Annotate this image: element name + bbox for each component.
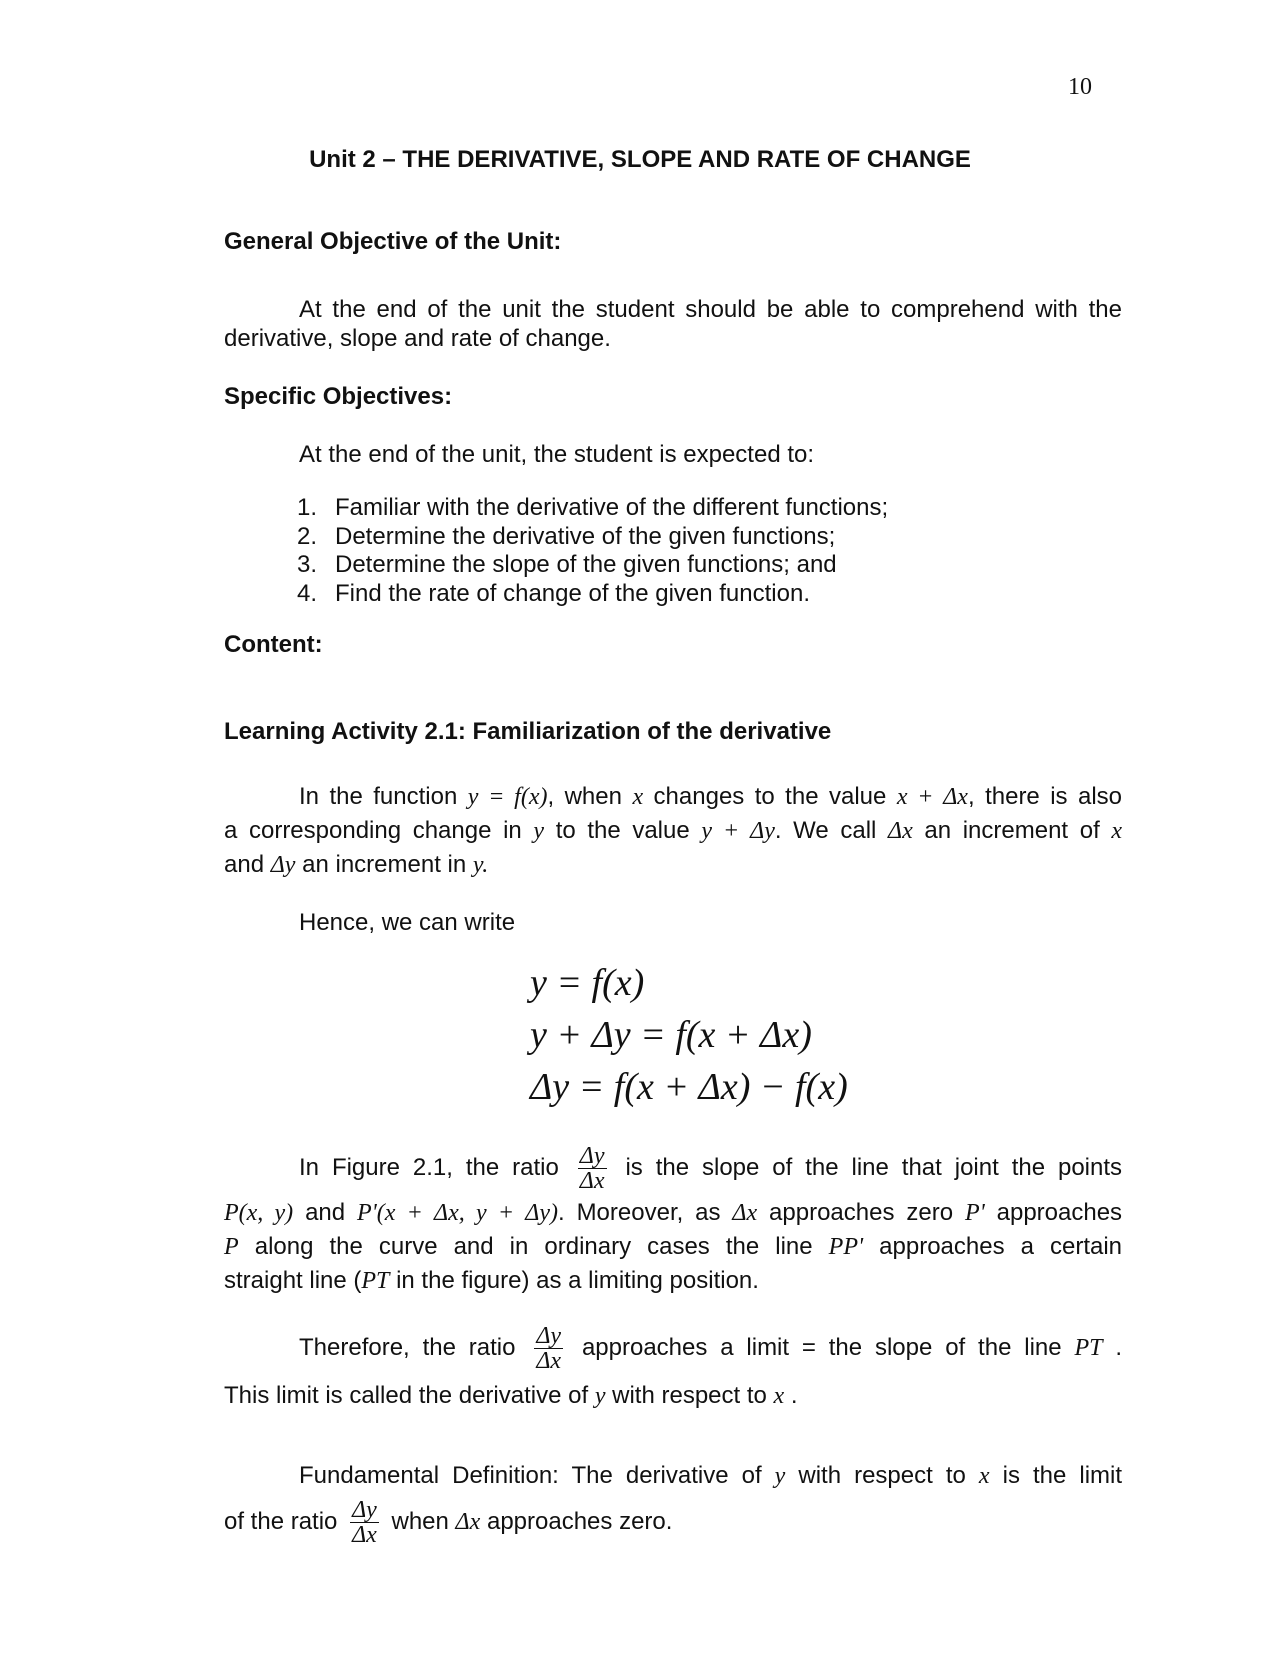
text-run: to the value <box>555 817 690 844</box>
list-item-text: Find the rate of change of the given function. <box>335 579 810 607</box>
text-run: approaches <box>996 1199 1123 1226</box>
fraction-denominator: Δx <box>579 1168 605 1195</box>
text-run: an increment of <box>924 817 1100 844</box>
definition-paragraph <box>224 1458 1122 1550</box>
math-expression: y. <box>472 852 489 878</box>
math-expression: Δx <box>732 1200 758 1226</box>
math-expression: y <box>594 1383 606 1409</box>
list-item-number: 3. <box>297 551 318 578</box>
fraction-numerator: Δy <box>579 1143 605 1170</box>
text-run: , there is also <box>967 783 1123 810</box>
math-expression: y <box>533 818 545 844</box>
general-objective-text: At the end of the unit the student should be able to comprehend with the derivative, slope and rate of change. <box>224 296 1122 352</box>
general-objective-heading: General Objective of the Unit: <box>224 228 562 255</box>
text-run: of the ratio <box>224 1508 338 1535</box>
text-run: , when <box>547 783 622 810</box>
list-item-text: Determine the derivative of the given functions; <box>335 522 836 550</box>
page-number: 10 <box>1068 74 1092 100</box>
fraction-denominator: Δx <box>352 1522 377 1549</box>
math-expression: P(x, y) <box>224 1200 294 1226</box>
list-item <box>297 494 888 523</box>
math-expression: y + Δy <box>701 818 775 844</box>
math-expression: PP' <box>828 1234 864 1260</box>
math-expression: x + Δx <box>896 784 968 810</box>
math-expression: P'(x + Δx, y + Δy) <box>357 1200 559 1226</box>
text-run: with respect to <box>798 1462 966 1489</box>
math-expression: x <box>1111 818 1123 844</box>
text-run: Therefore, the ratio <box>299 1334 516 1361</box>
text-run: approaches zero <box>769 1199 954 1226</box>
equation-1: y = f(x) <box>530 962 645 1004</box>
text-run: an increment in <box>302 851 467 878</box>
text-run: In the function <box>299 783 458 810</box>
text-run: with respect to <box>612 1382 767 1409</box>
page-title: Unit 2 – THE DERIVATIVE, SLOPE AND RATE OF CHANGE <box>309 146 971 173</box>
fraction-denominator: Δx <box>536 1348 562 1375</box>
text-run: changes to the value <box>653 783 887 810</box>
text-run: This limit is called the derivative of <box>224 1382 589 1409</box>
math-expression: x <box>632 784 644 810</box>
equation-2: y + Δy = f(x + Δx) <box>530 1014 812 1056</box>
text-run: approaches a certain <box>879 1233 1123 1260</box>
fraction-numerator: Δy <box>352 1497 377 1524</box>
math-expression: P' <box>964 1200 985 1226</box>
math-expression: PT <box>361 1268 390 1294</box>
text-run: Fundamental Definition: The derivative of <box>299 1462 762 1489</box>
list-item-text: Familiar with the derivative of the different functions; <box>335 494 889 521</box>
list-item-number: 4. <box>297 579 318 607</box>
specific-objectives-heading: Specific Objectives: <box>224 383 453 410</box>
content-heading: Content: <box>224 631 323 658</box>
list-item-text: Determine the slope of the given functions; and <box>335 551 837 578</box>
math-expression: Δx <box>455 1509 481 1535</box>
text-run: straight line ( <box>224 1267 362 1294</box>
math-expression: x <box>978 1463 990 1489</box>
specific-objectives-intro: At the end of the unit, the student is expected to: <box>299 441 815 468</box>
hence-text: Hence, we can write <box>299 909 516 936</box>
list-item-number: 1. <box>297 494 318 521</box>
text-run: is the limit <box>1002 1462 1123 1489</box>
text-run: and <box>224 851 265 878</box>
text-run: along the curve and in ordinary cases the line <box>254 1233 813 1260</box>
math-expression: x <box>773 1383 785 1409</box>
activity-heading: Learning Activity 2.1: Familiarization of the derivative <box>224 718 832 745</box>
text-run: a corresponding change in <box>224 817 522 844</box>
math-expression: P <box>224 1234 239 1260</box>
text-run: In Figure 2.1, the ratio <box>299 1154 559 1181</box>
objectives-list <box>297 494 888 608</box>
increment-paragraph <box>224 780 1122 882</box>
math-expression: y = f(x) <box>467 784 548 810</box>
equation-3: Δy = f(x + Δx) − f(x) <box>530 1066 848 1108</box>
math-expression: y <box>774 1463 786 1489</box>
list-item <box>297 523 888 552</box>
text-run: when <box>391 1508 449 1535</box>
delta-ratio-fraction <box>350 1498 379 1547</box>
text-run: is the slope of the line that joint the points <box>625 1154 1123 1181</box>
text-run: . We call <box>774 817 877 844</box>
limit-paragraph: Therefore, the ratio $\frac{\Delta y}{\Delta x}$ approaches a limit = the slope of the line PT . This limit is called the derivative of y with respect to x . <box>224 1323 1123 1409</box>
math-expression: Δx <box>888 818 913 844</box>
text-run: and <box>305 1199 346 1226</box>
delta-ratio-fraction <box>534 1324 563 1373</box>
text-run: approaches zero. <box>486 1508 673 1535</box>
list-item-number: 2. <box>297 522 318 550</box>
math-expression: PT <box>1074 1335 1103 1361</box>
text-run: approaches a limit = the slope of the line <box>581 1334 1062 1361</box>
text-run: in the figure) as a limiting position. <box>396 1267 759 1294</box>
delta-ratio-fraction <box>578 1144 607 1193</box>
text-run: . Moreover, as <box>558 1199 721 1226</box>
fraction-numerator: Δy <box>536 1323 562 1350</box>
list-item <box>297 580 888 609</box>
slope-paragraph <box>224 1140 1122 1298</box>
math-expression: Δy <box>270 852 296 878</box>
list-item <box>297 551 888 580</box>
